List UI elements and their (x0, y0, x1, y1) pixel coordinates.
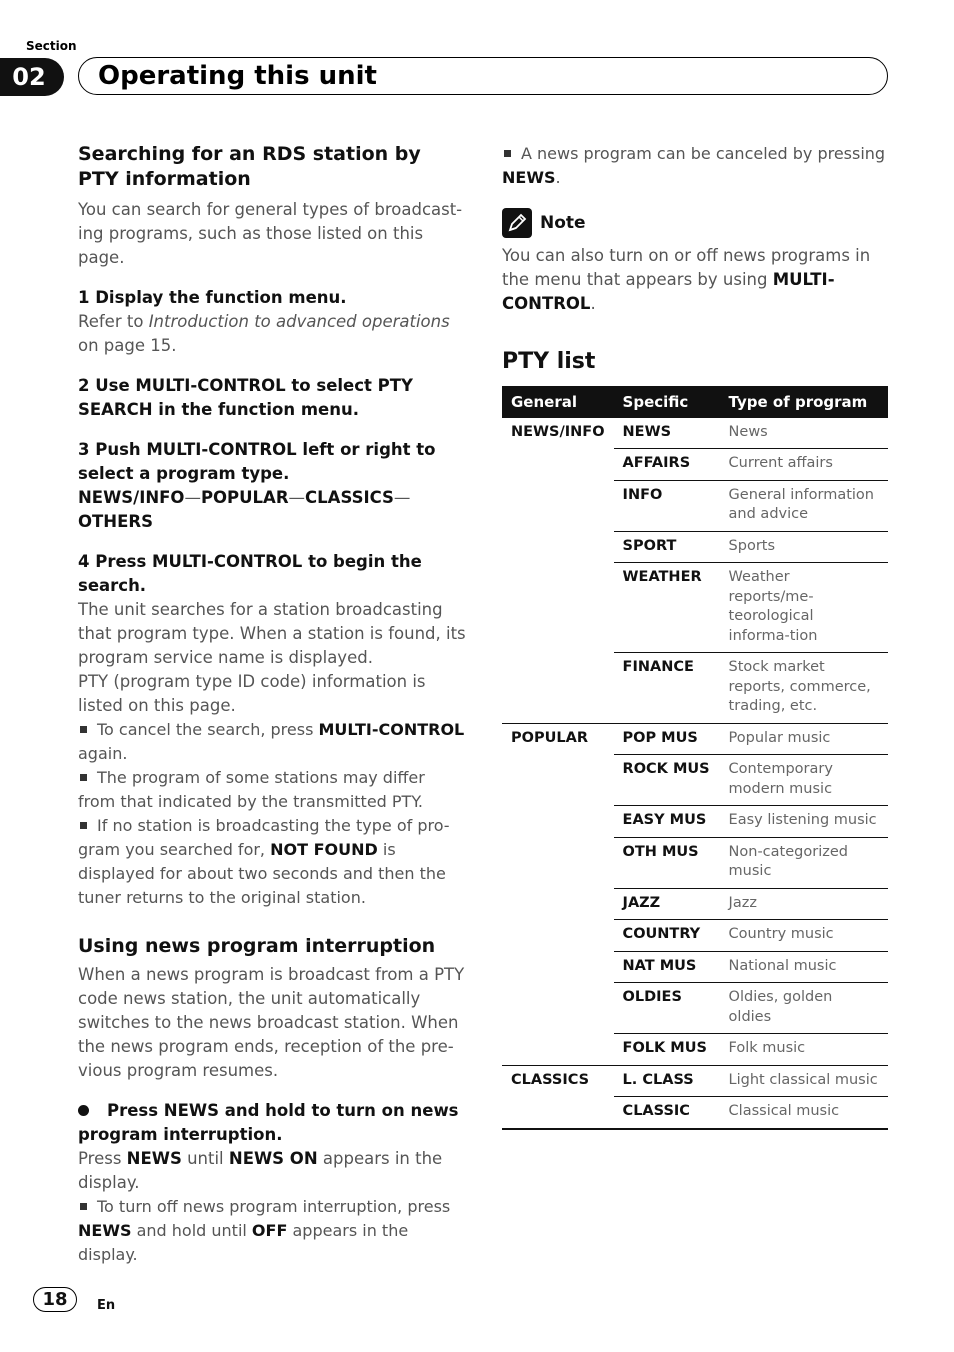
cell-specific: ROCK MUS (614, 755, 720, 806)
cell-type: Stock market reports, commerce, trading, etc. (720, 653, 888, 724)
bullet-program-differ: The program of some stations may differ from that indicated by the transmitted PTY. (78, 768, 425, 811)
table-row (502, 1034, 888, 1066)
cell-type: Current affairs (720, 449, 888, 481)
cell-specific: L. CLASS (614, 1065, 720, 1097)
page-title: Operating this unit (98, 61, 377, 91)
note-label: Note (540, 213, 586, 233)
table-row (502, 449, 888, 481)
table-row (502, 531, 888, 563)
cell-general (502, 755, 614, 806)
cell-general: CLASSICS (511, 1071, 590, 1088)
bullet-cancel-search: To cancel the search, press MULTI-CONTROL again. (78, 720, 465, 763)
cell-type: Popular music (720, 723, 888, 755)
right-column (502, 142, 888, 1130)
language-label: En (97, 1298, 116, 1313)
paragraph-pty-search: You can search for general types of broadcast-ing programs, such as those listed on this page. (78, 200, 463, 267)
table-row (502, 920, 888, 952)
note-text: You can also turn on or off news programs in the menu that appears by using MULTI-CONTROL. (502, 246, 871, 313)
cell-general (502, 531, 614, 563)
table-row (502, 888, 888, 920)
page-number: 18 (33, 1287, 77, 1312)
cell-specific: WEATHER (614, 563, 720, 653)
cell-specific: SPORT (614, 531, 720, 563)
cell-type: Weather reports/me-teorological informa-tion (720, 563, 888, 653)
cell-type: Sports (720, 531, 888, 563)
cell-type: Non-categorized music (720, 837, 888, 888)
table-row (502, 653, 888, 724)
pty-table (502, 386, 888, 1130)
step-4-text-2: PTY (program type ID code) information is listed on this page. (78, 672, 426, 715)
step-1-text: Refer to Introduction to advanced operations on page 15. (78, 312, 450, 355)
cell-type: Oldies, golden oldies (720, 983, 888, 1034)
cell-type: Jazz (720, 888, 888, 920)
cell-type: Country music (720, 920, 888, 952)
step-4-text-1: The unit searches for a station broadcasting that program type. When a station is found, its program service name is displayed. (78, 600, 466, 667)
table-row (502, 723, 888, 755)
cell-specific: POP MUS (614, 723, 720, 755)
col-header-type: Type of program (720, 386, 888, 418)
cell-specific: FOLK MUS (614, 1034, 720, 1066)
cell-type: Contemporary modern music (720, 755, 888, 806)
cell-general (502, 837, 614, 888)
cell-specific: OLDIES (614, 983, 720, 1034)
table-row (502, 1097, 888, 1129)
cell-specific: JAZZ (614, 888, 720, 920)
cell-general: NEWS/INFO (511, 423, 605, 440)
cell-type: Classical music (720, 1097, 888, 1129)
cell-type: General information and advice (720, 480, 888, 531)
col-header-general: General (502, 386, 614, 418)
cell-specific: EASY MUS (614, 806, 720, 838)
bullet-square-icon (80, 774, 87, 781)
heading-news-interruption: Using news program interruption (78, 935, 436, 957)
cell-general (502, 563, 614, 653)
section-label: Section (26, 39, 77, 53)
news-step-text: Press NEWS until NEWS ON appears in the display. (78, 1149, 443, 1192)
note-pencil-icon (502, 208, 532, 238)
cell-specific: OTH MUS (614, 837, 720, 888)
cell-general (502, 1034, 614, 1066)
bullet-square-icon (504, 150, 511, 157)
cell-general: POPULAR (511, 729, 588, 746)
cell-general (502, 449, 614, 481)
table-row (502, 806, 888, 838)
cell-specific: AFFAIRS (614, 449, 720, 481)
step-3-title: 3 Push MULTI-CONTROL left or right to select a program type. (78, 440, 436, 483)
cell-type: Folk music (720, 1034, 888, 1066)
paragraph-news-interruption: When a news program is broadcast from a PTY code news station, the unit automatically switches to the news broadcast station. When the news program ends, reception of the pre-vious program resumes. (78, 965, 465, 1080)
cell-specific: COUNTRY (614, 920, 720, 952)
left-column (78, 142, 466, 1267)
cell-specific: NEWS (614, 418, 720, 449)
cell-general (502, 920, 614, 952)
cell-type: Easy listening music (720, 806, 888, 838)
table-row (502, 983, 888, 1034)
section-number-badge: 02 (0, 58, 64, 96)
cell-type: National music (720, 951, 888, 983)
table-row (502, 480, 888, 531)
note-header (502, 208, 888, 238)
news-step-title: Press NEWS and hold to turn on news program interruption. (78, 1101, 459, 1144)
step-2-title: 2 Use MULTI-CONTROL to select PTY SEARCH in the function menu. (78, 376, 413, 419)
cell-general (502, 888, 614, 920)
cell-general (502, 480, 614, 531)
bullet-square-icon (80, 822, 87, 829)
cell-general (502, 951, 614, 983)
table-row (502, 418, 888, 449)
col-header-specific: Specific (614, 386, 720, 418)
cell-general (502, 653, 614, 724)
bullet-dot-icon (78, 1105, 89, 1116)
bullet-square-icon (80, 1203, 87, 1210)
step-1-title: 1 Display the function menu. (78, 288, 347, 307)
cell-type: News (720, 418, 888, 449)
bullet-square-icon (80, 726, 87, 733)
pty-table-header (502, 386, 888, 418)
bullet-not-found: If no station is broadcasting the type of pro-gram you searched for, NOT FOUND is displayed for about two seconds and then the tuner returns to the original station. (78, 816, 450, 907)
step-3-sequence: NEWS/INFO—POPULAR—CLASSICS— OTHERS (78, 488, 411, 531)
table-row (502, 837, 888, 888)
bullet-cancel-news: A news program can be canceled by pressing NEWS. (502, 144, 886, 187)
pty-list-heading: PTY list (502, 349, 596, 374)
cell-specific: CLASSIC (614, 1097, 720, 1129)
table-row (502, 755, 888, 806)
cell-type: Light classical music (720, 1065, 888, 1097)
cell-specific: FINANCE (614, 653, 720, 724)
cell-general (502, 806, 614, 838)
cell-general (502, 1097, 614, 1129)
cell-specific: NAT MUS (614, 951, 720, 983)
bullet-turn-off-news: To turn off news program interruption, press NEWS and hold until OFF appears in the display. (78, 1197, 451, 1264)
table-row (502, 563, 888, 653)
table-row (502, 951, 888, 983)
step-4-title: 4 Press MULTI-CONTROL to begin the search. (78, 552, 422, 595)
cell-general (502, 983, 614, 1034)
table-row (502, 1065, 888, 1097)
heading-pty-search: Searching for an RDS station by PTY information (78, 143, 421, 190)
cell-specific: INFO (614, 480, 720, 531)
